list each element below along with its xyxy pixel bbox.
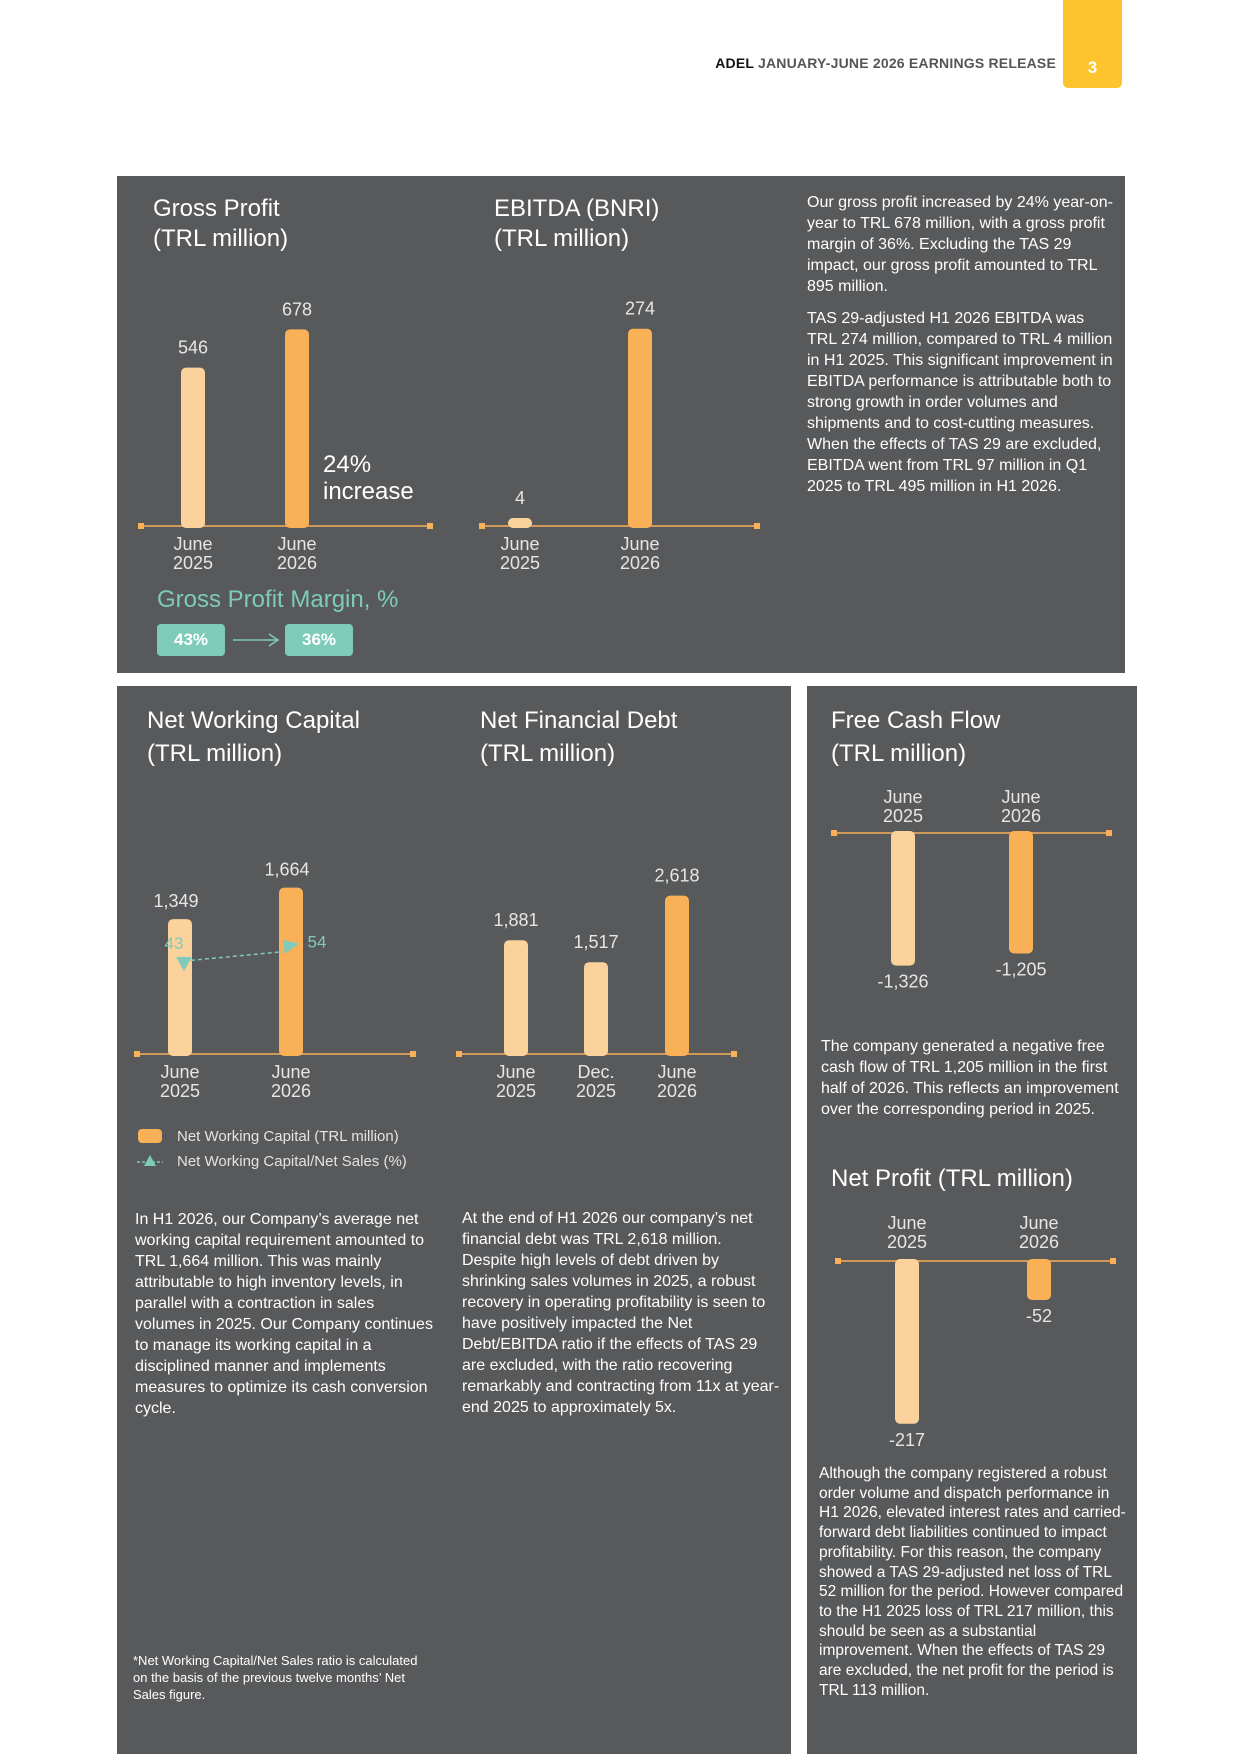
nwc-title-line2: (TRL million) <box>147 740 283 767</box>
fcf-commentary: The company generated a negative free cash flow of TRL 1,205 million in the first half of 2026. This reflects an improvement over the corresponding period in 2025. <box>821 1038 1119 1118</box>
report-title: JANUARY-JUNE 2026 EARNINGS RELEASE <box>757 55 1056 71</box>
fcf-tick-label-1: June 2026 <box>1000 787 1042 826</box>
gp-value-label-1: 678 <box>281 299 313 320</box>
nwc-title-line1: Net Working Capital <box>147 707 360 734</box>
fcf-title-line1: Free Cash Flow <box>831 707 1001 734</box>
callout-word: increase <box>323 478 414 505</box>
gross-profit-title-line2: (TRL million) <box>153 225 289 252</box>
legend-ratio: Net Working Capital/Net Sales (%) <box>177 1153 407 1170</box>
margin-to-badge: 36% <box>285 624 353 656</box>
ebitda-title-line2: (TRL million) <box>494 225 630 252</box>
top-panel <box>117 176 1125 673</box>
fcf-title-line2: (TRL million) <box>831 740 967 767</box>
page-number: 3 <box>1087 58 1098 77</box>
nwc-ratio-label-1: 54 <box>307 932 327 952</box>
nfd-baseline-cap-right <box>731 1051 737 1057</box>
gross-profit-paragraph: Our gross profit increased by 24% year-on-year to TRL 678 million, with a gross profit margin of 36%. Excluding the TAS 29 impact, our gross profit amounted to TRL 895 million. <box>807 194 1113 295</box>
np-baseline-cap-left <box>835 1258 841 1264</box>
fcf-tick-label-0: June 2025 <box>882 787 924 826</box>
nwc-footnote: *Net Working Capital/Net Sales ratio is calculated on the basis of the previous twelve months’ Net Sales figure. <box>133 1653 418 1702</box>
np-bar-0 <box>895 1259 919 1424</box>
nfd-value-label-0: 1,881 <box>493 910 539 931</box>
margin-from-badge: 43% <box>157 624 225 656</box>
np-value-label-1: -52 <box>1025 1306 1053 1326</box>
nwc-tick-label-0: June 2025 <box>159 1062 201 1101</box>
net-profit-title: Net Profit (TRL million) <box>831 1165 1073 1192</box>
nwc-nfd-panel <box>117 686 791 1754</box>
nfd-bar-1 <box>584 962 608 1056</box>
fcf-value-label-1: -1,205 <box>995 959 1047 980</box>
nfd-title-line2: (TRL million) <box>480 740 616 767</box>
gross-profit-margin-title: Gross Profit Margin, % <box>157 586 399 613</box>
callout-percent: 24% <box>323 451 372 478</box>
gp-value-label-0: 546 <box>177 337 209 358</box>
nfd-bar-2 <box>665 896 689 1056</box>
nwc-tick-label-1: June 2026 <box>270 1062 312 1101</box>
nwc-commentary: In H1 2026, our Company’s average net working capital requirement amounted to TRL 1,664 million. This was mainly attributable to high inventory levels, in parallel with a contraction in sales volumes in 2025. Our Company continues to manage its working capital in a disciplined manner and implements measures to optimize its cash conversion cycle. <box>135 1211 433 1417</box>
ratio-legend-icon <box>135 1152 165 1172</box>
nwc-value-label-1: 1,664 <box>264 859 310 880</box>
nfd-title-line1: Net Financial Debt <box>480 707 678 734</box>
brand-name: ADEL <box>715 55 754 71</box>
np-value-label-0: -217 <box>888 1429 926 1450</box>
nfd-tick-label-2: June 2026 <box>656 1062 698 1101</box>
nfd-tick-label-0: June 2025 <box>495 1062 537 1101</box>
gross-profit-title-line1: Gross Profit <box>153 195 280 222</box>
ebitda-paragraph: TAS 29-adjusted H1 2026 EBITDA was TRL 274 million, compared to TRL 4 million in H1 2025. This significant improvement in EBITDA performance is attributable both to strong growth in order volumes and shipments and to cost-cutting measures. When the effects of TAS 29 are excluded, EBITDA went from TRL 97 million in Q1 2025 to TRL 495 million in H1 2026. <box>807 310 1113 495</box>
nwc-value-label-0: 1,349 <box>153 891 199 912</box>
nfd-commentary: At the end of H1 2026 our company’s net financial debt was TRL 2,618 million. Despite high levels of debt driven by shrinking sales volumes in 2025, a robust recovery in operating profitability is seen to have positively impacted the Net Debt/EBITDA ratio if the effects of TAS 29 are excluded, with the ratio recovering remarkably and contracting from 11x at year-end 2025 to approximately 5x. <box>462 1210 780 1416</box>
nfd-tick-label-1: Dec. 2025 <box>575 1062 617 1101</box>
np-tick-label-1: June 2026 <box>1018 1213 1060 1252</box>
ebitda-value-label-1: 274 <box>624 298 656 319</box>
gp-tick-label-0: June 2025 <box>172 534 214 573</box>
ebitda-title-line1: EBITDA (BNRI) <box>494 195 660 222</box>
np-baseline-cap-right <box>1110 1258 1116 1264</box>
np-tick-label-0: June 2025 <box>886 1213 928 1252</box>
legend-nwc: Net Working Capital (TRL million) <box>177 1128 399 1145</box>
nfd-value-label-2: 2,618 <box>654 865 700 886</box>
nfd-value-label-1: 1,517 <box>573 932 619 953</box>
net-profit-commentary: Although the company registered a robust order volume and dispatch performance in H1 2026, elevated interest rates and carried-forward debt liabilities continued to impact profitability. For this reason, the company showed a TAS 29-adjusted net loss of TRL 52 million for the period. However compared to the H1 2025 loss of TRL 217 million, this should be seen as a substantial improvement. When the effects of TAS 29 are excluded, the net profit for the period is TRL 113 million. <box>819 1465 1126 1699</box>
page-number-tab <box>1063 0 1122 88</box>
ebitda-tick-label-0: June 2025 <box>499 534 541 573</box>
fcf-value-label-0: -1,326 <box>877 971 929 992</box>
nwc-ratio-label-0: 43 <box>164 934 184 953</box>
fcf-np-panel <box>807 686 1137 1754</box>
report-header <box>715 55 1056 71</box>
ebitda-value-label-0: 4 <box>514 488 526 508</box>
nfd-bar-0 <box>504 940 528 1056</box>
nfd-baseline-cap-left <box>456 1051 462 1057</box>
top-commentary <box>807 192 1113 508</box>
np-bar-1 <box>1027 1259 1051 1300</box>
ebitda-tick-label-1: June 2026 <box>619 534 661 573</box>
gp-tick-label-1: June 2026 <box>276 534 318 573</box>
bar-legend-icon <box>135 1126 165 1146</box>
